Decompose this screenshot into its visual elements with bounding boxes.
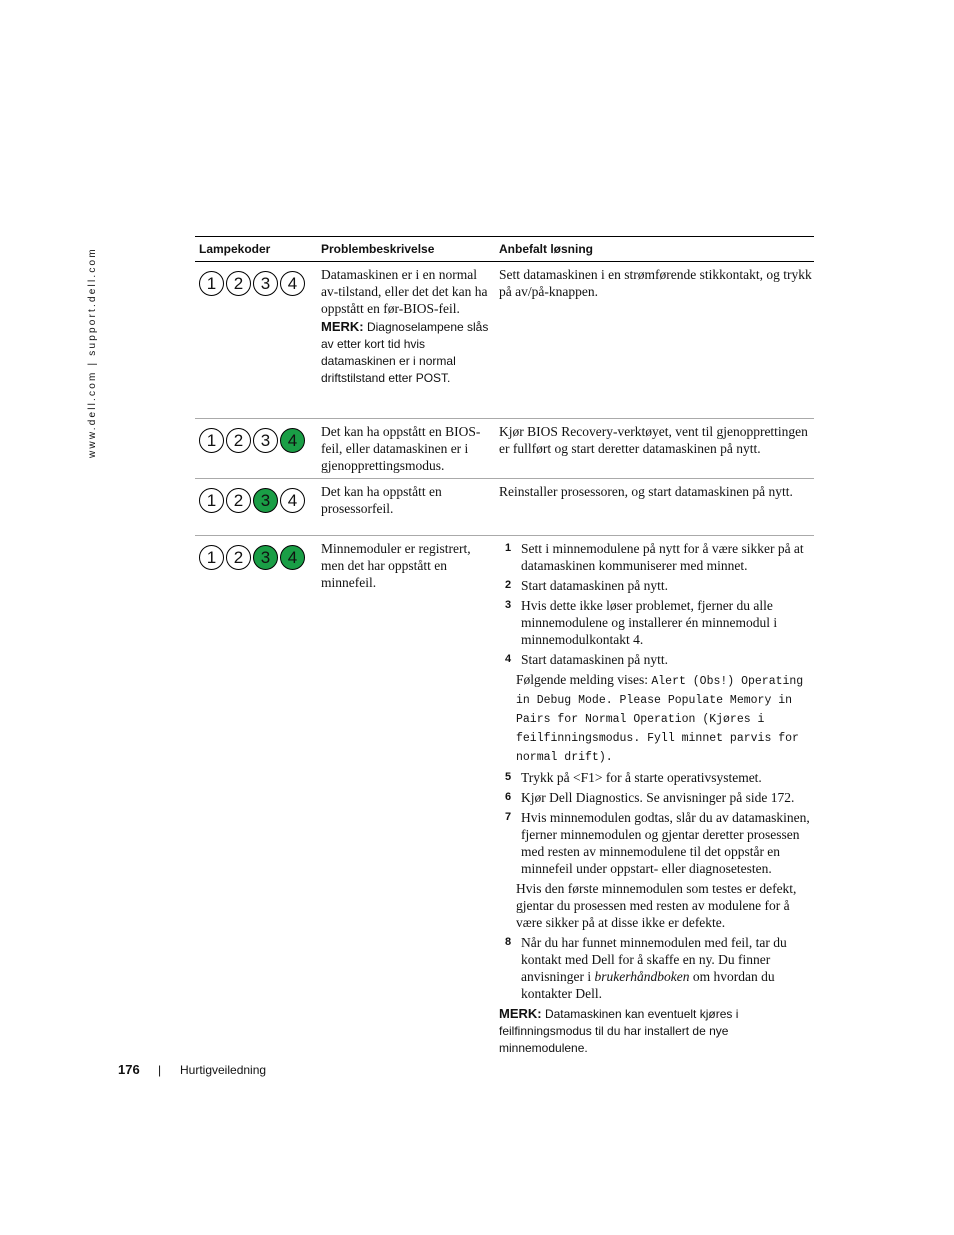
step-text: Hvis minnemodulen godtas, slår du av datamaskinen, fjerner minnemodulen og gjentar deretter prosessen med resten av minnemodulene til det oppstår en minnefeil under oppstart- eller diagnosetesten. xyxy=(521,810,810,876)
table-row xyxy=(195,479,814,536)
problem-text: Datamaskinen er i en normal av-tilstand, eller det det kan ha oppstått en før-BIOS-feil. xyxy=(321,267,488,316)
footer-separator: | xyxy=(158,1063,162,1077)
note xyxy=(499,1005,814,1057)
recommended-solution: Sett datamaskinen i en strømførende stikkontakt, og trykk på av/på-knappen. xyxy=(499,267,812,299)
step-text: Trykk på <F1> for å starte operativsystemet. xyxy=(521,770,762,785)
step-text: Kjør Dell Diagnostics. Se anvisninger på side 172. xyxy=(521,790,795,805)
diagnostic-light-icon: 2 xyxy=(226,488,251,513)
light-codes xyxy=(195,262,321,418)
light-codes xyxy=(195,419,321,478)
debug-message xyxy=(499,671,814,766)
step-7-extra: Hvis den første minnemodulen som testes er defekt, gjentar du prosessen med resten av modulene for å være sikker på at disse ikke er defekte. xyxy=(516,881,797,930)
problem-description: Det kan ha oppstått en BIOS-feil, eller datamaskinen er i gjenopprettingsmodus. xyxy=(321,424,481,473)
note-label: MERK: xyxy=(499,1006,542,1021)
diagnostic-light-icon: 3 xyxy=(253,545,278,570)
problem-description xyxy=(321,262,499,418)
diagnostic-light-icon: 4 xyxy=(280,488,305,513)
step-4: 4 Start datamaskinen på nytt. xyxy=(499,651,814,668)
table-row xyxy=(195,262,814,419)
diagnostic-light-icon: 2 xyxy=(226,271,251,296)
sidebar-url-text: www.dell.com | support.dell.com xyxy=(87,247,98,458)
header-lampekoder: Lampekoder xyxy=(199,242,271,256)
note xyxy=(321,318,495,387)
recommended-solution xyxy=(499,536,814,1057)
step-3: 3 Hvis dette ikke løser problemet, fjerner du alle minnemodulene og installerer én minnemodul i minnemodulkontakt 4. xyxy=(499,597,814,648)
page-footer xyxy=(118,1062,267,1077)
problem-description: Det kan ha oppstått en prosessorfeil. xyxy=(321,484,442,516)
diagnostic-light-icon: 2 xyxy=(226,545,251,570)
message-code: Alert (Obs!) Operating in Debug Mode. Please Populate Memory in Pairs for Normal Operation (Kjøres i feilfinningsmodus. Fyll minnet parvis for normal drift). xyxy=(516,675,804,764)
step-text: Sett i minnemodulene på nytt for å være sikker på at datamaskinen kommuniserer med minnet. xyxy=(521,541,804,573)
note-label: MERK: xyxy=(321,319,364,334)
page-number: 176 xyxy=(118,1062,140,1077)
table-header xyxy=(195,236,814,262)
table-row xyxy=(195,419,814,479)
step-1: 1 Sett i minnemodulene på nytt for å være sikker på at datamaskinen kommuniserer med minnet. xyxy=(499,540,814,574)
step-5: 5 Trykk på <F1> for å starte operativsystemet. xyxy=(499,769,814,786)
table-row xyxy=(195,536,814,1057)
step-text: Start datamaskinen på nytt. xyxy=(521,578,668,593)
light-codes xyxy=(195,479,321,535)
step-2: 2 Start datamaskinen på nytt. xyxy=(499,577,814,594)
step-8: 8 Når du har funnet minnemodulen med feil, tar du kontakt med Dell for å skaffe en ny. Du finner anvisninger i brukerhåndboken om hvordan du kontakter Dell. xyxy=(499,934,814,1002)
step-7: 7 Hvis minnemodulen godtas, slår du av datamaskinen, fjerner minnemodulen og gjentar deretter prosessen med resten av minnemodulene til det oppstår en minnefeil under oppstart- eller diagnosetesten. xyxy=(499,809,814,877)
diagnostic-light-icon: 1 xyxy=(199,488,224,513)
light-codes xyxy=(195,536,321,1057)
note-text: Datamaskinen kan eventuelt kjøres i feilfinningsmodus til du har installert de nye minnemodulene. xyxy=(499,1007,739,1055)
diagnostic-lights-table xyxy=(195,236,814,1057)
diagnostic-light-icon: 2 xyxy=(226,428,251,453)
step-text: Start datamaskinen på nytt. xyxy=(521,652,668,667)
diagnostic-light-icon: 4 xyxy=(280,271,305,296)
header-problembeskrivelse: Problembeskrivelse xyxy=(321,242,435,256)
diagnostic-light-icon: 4 xyxy=(280,428,305,453)
recommended-solution: Reinstaller prosessoren, og start datamaskinen på nytt. xyxy=(499,484,793,499)
diagnostic-light-icon: 3 xyxy=(253,488,278,513)
footer-title: Hurtigveiledning xyxy=(180,1063,267,1077)
sidebar-url xyxy=(84,222,100,462)
header-anbefalt-losning: Anbefalt løsning xyxy=(499,242,593,256)
diagnostic-light-icon: 3 xyxy=(253,428,278,453)
user-guide-ref: brukerhåndboken xyxy=(594,969,690,984)
step-6: 6 Kjør Dell Diagnostics. Se anvisninger på side 172. xyxy=(499,789,814,806)
step-text: Når du har funnet minnemodulen med feil, tar du kontakt med Dell for å skaffe en ny. Du finner anvisninger i brukerhåndboken om hvordan du kontakter Dell. xyxy=(521,935,787,1001)
problem-description: Minnemoduler er registrert, men det har oppstått en minnefeil. xyxy=(321,541,471,590)
diagnostic-light-icon: 1 xyxy=(199,428,224,453)
message-intro: Følgende melding vises: xyxy=(516,672,648,687)
step-text: Hvis dette ikke løser problemet, fjerner du alle minnemodulene og installerer én minnemodul i minnemodulkontakt 4. xyxy=(521,598,778,647)
diagnostic-light-icon: 4 xyxy=(280,545,305,570)
recommended-solution: Kjør BIOS Recovery-verktøyet, vent til gjenopprettingen er fullført og start deretter datamaskinen på nytt. xyxy=(499,424,808,456)
note-text: Diagnoselampene slås av etter kort tid hvis datamaskinen er i normal driftstilstand etter POST. xyxy=(321,320,489,385)
diagnostic-light-icon: 3 xyxy=(253,271,278,296)
diagnostic-light-icon: 1 xyxy=(199,271,224,296)
diagnostic-light-icon: 1 xyxy=(199,545,224,570)
